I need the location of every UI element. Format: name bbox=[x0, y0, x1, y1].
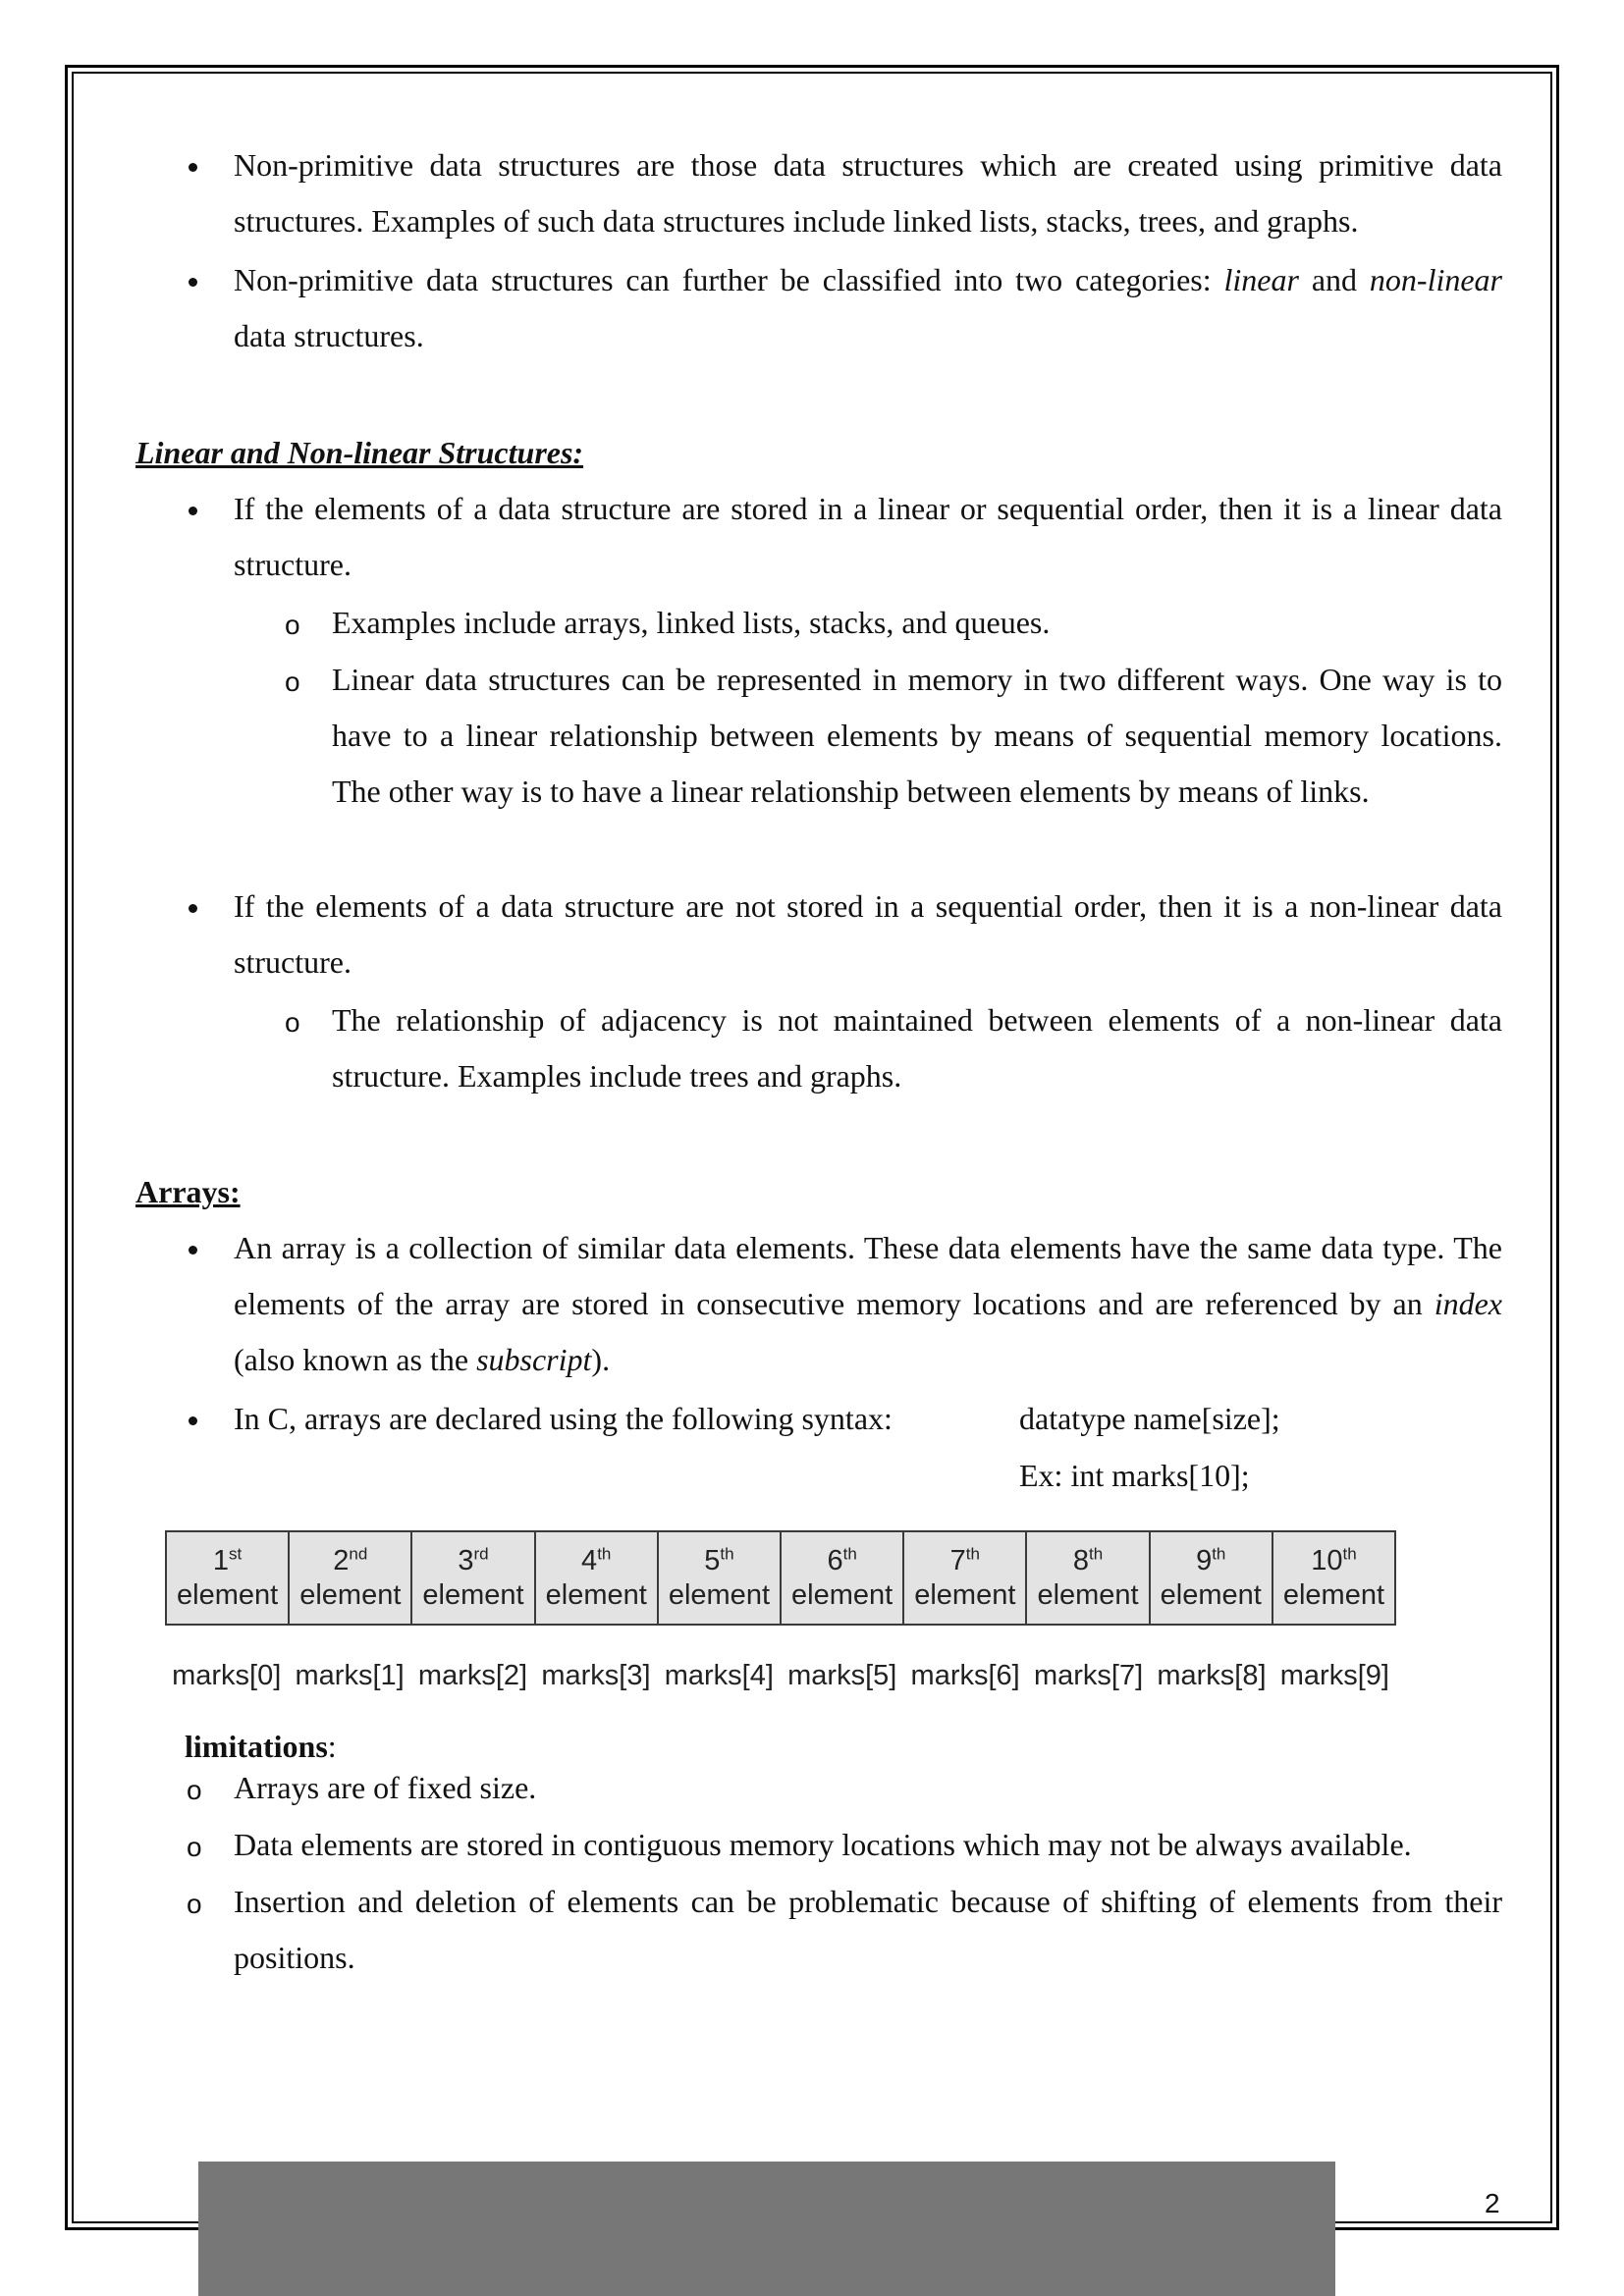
array-index-label: marks[2] bbox=[417, 1660, 528, 1691]
array-index-label: marks[7] bbox=[1033, 1660, 1144, 1691]
section-heading-linear: Linear and Non-linear Structures: bbox=[135, 435, 584, 470]
bullet-dot bbox=[189, 163, 197, 172]
section-heading-arrays: Arrays: bbox=[135, 1174, 241, 1209]
array-syntax: datatype name[size]; bbox=[1019, 1401, 1280, 1436]
bullet-dot bbox=[189, 904, 197, 913]
array-cell: 2nd element bbox=[290, 1532, 412, 1624]
linear-sub-bullet-2: Linear data structures can be represented in memory in two different ways. One way is to have to a linear relationship between elements by means of sequential memory locations. The other way is to have a linear relationship between elements by means of links. bbox=[332, 662, 1502, 809]
array-index-label: marks[0] bbox=[172, 1660, 282, 1691]
limitation-bullet-circle: o bbox=[187, 1889, 202, 1919]
limitation-bullet-circle: o bbox=[187, 1832, 202, 1862]
array-diagram bbox=[165, 1530, 1396, 1626]
footer-bar bbox=[198, 2162, 1335, 2296]
array-cell: 1st element bbox=[167, 1532, 290, 1624]
arrays-bullet-2: In C, arrays are declared using the following syntax: bbox=[234, 1401, 893, 1436]
array-index-row bbox=[165, 1659, 1396, 1692]
limitation-item-1: Arrays are of fixed size. bbox=[234, 1770, 537, 1805]
array-index-label: marks[8] bbox=[1157, 1660, 1267, 1691]
array-index-label: marks[6] bbox=[910, 1660, 1020, 1691]
linear-bullet-2: If the elements of a data structure are not stored in a sequential order, then it is a non-linear data structure. bbox=[234, 888, 1502, 980]
array-index-label: marks[5] bbox=[787, 1660, 897, 1691]
sub-bullet-circle: o bbox=[285, 1007, 300, 1038]
nonlinear-sub-bullet-1: The relationship of adjacency is not maintained between elements of a non-linear data structure. Examples include trees and graphs. bbox=[332, 1002, 1502, 1094]
array-index-label: marks[3] bbox=[541, 1660, 651, 1691]
bullet-dot bbox=[189, 1416, 197, 1425]
array-cell: 10th element bbox=[1282, 1543, 1385, 1611]
array-index-label: marks[1] bbox=[295, 1660, 405, 1691]
limitation-item-2: Data elements are stored in contiguous memory locations which may not be always available. bbox=[234, 1827, 1412, 1862]
arrays-bullet-1: An array is a collection of similar data elements. These data elements have the same data type. The elements of the array are stored in consecutive memory locations and are referenced by an index (also known as the subscript). bbox=[234, 1230, 1502, 1377]
array-index-label: marks[9] bbox=[1279, 1660, 1389, 1691]
array-cell: 5th element bbox=[659, 1532, 782, 1624]
page-number: 2 bbox=[1485, 2188, 1500, 2218]
array-cell: 8th element bbox=[1027, 1532, 1150, 1624]
intro-bullet-2: Non-primitive data structures can further be classified into two categories: linear and non-linear data structures. bbox=[234, 262, 1502, 353]
intro-bullet-1: Non-primitive data structures are those data structures which are created using primitive data structures. Examples of such data structures include linked lists, stacks, trees, and graphs. bbox=[234, 147, 1502, 239]
linear-bullet-1: If the elements of a data structure are stored in a linear or sequential order, then it is a linear data structure. bbox=[234, 491, 1502, 582]
limitations-heading: limitations: bbox=[185, 1729, 337, 1764]
bullet-dot bbox=[189, 1246, 197, 1255]
linear-sub-bullet-1: Examples include arrays, linked lists, stacks, and queues. bbox=[332, 605, 1051, 640]
sub-bullet-circle: o bbox=[285, 610, 300, 640]
array-cell: 3rd element bbox=[412, 1532, 535, 1624]
array-cell: 7th element bbox=[904, 1532, 1027, 1624]
bullet-dot bbox=[189, 507, 197, 515]
limitation-item-3: Insertion and deletion of elements can be problematic because of shifting of elements from their positions. bbox=[234, 1884, 1502, 1975]
sub-bullet-circle: o bbox=[285, 667, 300, 697]
bullet-dot bbox=[189, 278, 197, 287]
limitation-bullet-circle: o bbox=[187, 1775, 202, 1805]
array-cell: 6th element bbox=[782, 1532, 904, 1624]
array-cell: 4th element bbox=[536, 1532, 659, 1624]
array-index-label: marks[4] bbox=[664, 1660, 774, 1691]
array-cell: 9th element bbox=[1151, 1532, 1273, 1624]
array-example: Ex: int marks[10]; bbox=[1019, 1458, 1250, 1493]
